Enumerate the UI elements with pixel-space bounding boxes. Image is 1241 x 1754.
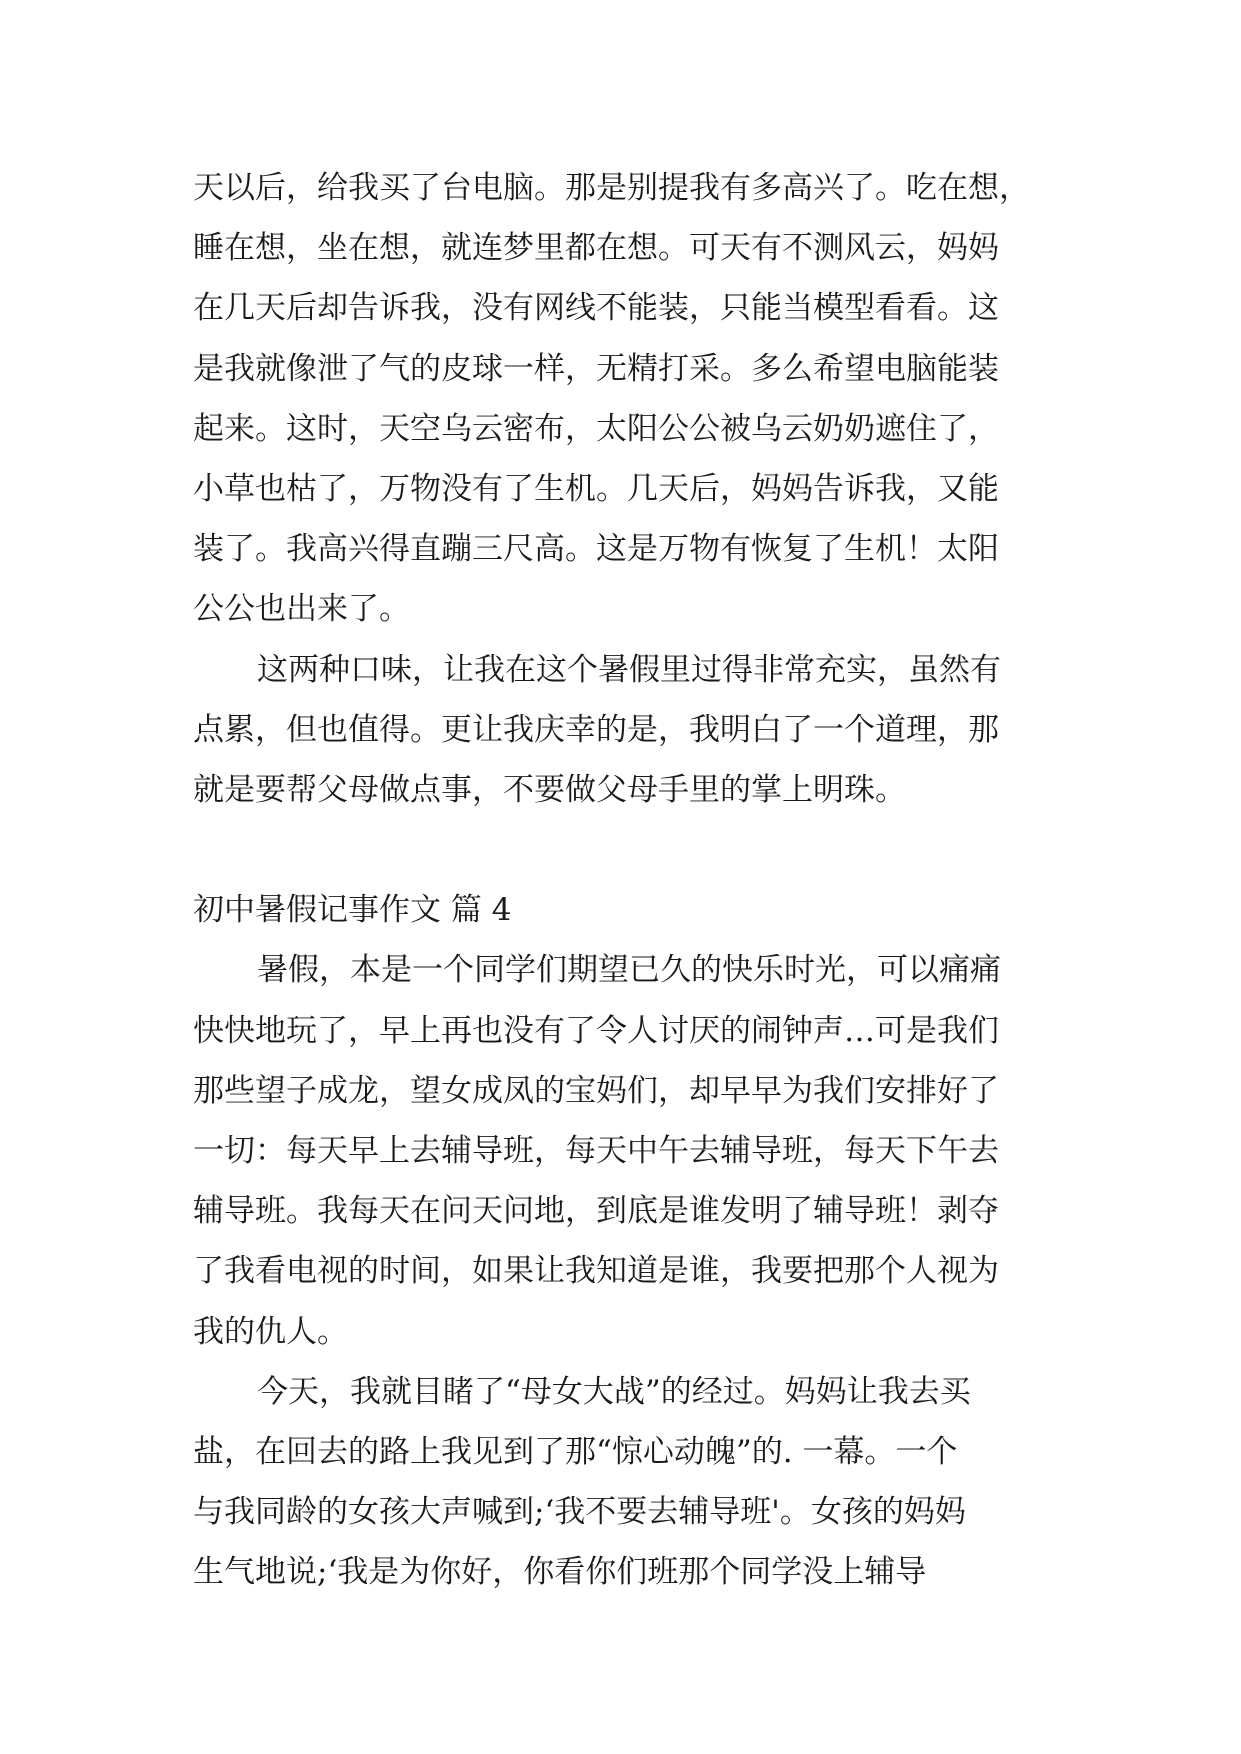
paragraph-4 [193, 1362, 1063, 1603]
text-line: 装了。我高兴得直蹦三尺高。这是万物有恢复了生机！太阳 [193, 531, 999, 568]
text-line: 起来。这时，天空乌云密布，太阳公公被乌云奶奶遮住了， [193, 410, 999, 447]
text-line: 这两种口味，让我在这个暑假里过得非常充实，虽然有 [257, 651, 1001, 688]
text-line: 与我同龄的女孩大声喊到;‘我不要去辅导班'。女孩的妈妈 [193, 1494, 966, 1531]
text-line: 盐，在回去的路上我见到了那“惊心动魄”的. 一幕。一个 [193, 1433, 958, 1470]
text-line: 快快地玩了，早上再也没有了令人讨厌的闹钟声…可是我们 [193, 1012, 999, 1049]
text-line: 小草也枯了，万物没有了生机。几天后，妈妈告诉我，又能 [193, 470, 999, 507]
text-line: 一切：每天早上去辅导班，每天中午去辅导班，每天下午去 [193, 1133, 999, 1169]
text-line: 那些望子成龙，望女成凤的宝妈们，却早早为我们安排好了 [193, 1072, 999, 1109]
text-line: 天以后，给我买了台电脑。那是别提我有多高兴了。吃在想， [193, 170, 1030, 206]
text-line: 点累，但也值得。更让我庆幸的是，我明白了一个道理，那 [193, 711, 999, 748]
paragraph-2 [193, 640, 1063, 821]
text-line: 睡在想，坐在想，就连梦里都在想。可天有不测风云，妈妈 [193, 230, 999, 267]
text-line: 我的仇人。 [193, 1313, 348, 1350]
text-line: 就是要帮父母做点事，不要做父母手里的掌上明珠。 [193, 771, 906, 808]
text-line: 公公也出来了。 [193, 591, 410, 628]
section-heading: 初中暑假记事作文 篇 4 [193, 892, 512, 929]
text-line: 在几天后却告诉我，没有网线不能装，只能当模型看看。这 [193, 290, 999, 327]
document-body [193, 158, 1063, 1603]
paragraph-1 [193, 158, 1063, 640]
text-line: 了我看电视的时间，如果让我知道是谁，我要把那个人视为 [193, 1253, 999, 1290]
paragraph-3 [193, 940, 1063, 1361]
text-line: 暑假，本是一个同学们期望已久的快乐时光，可以痛痛 [257, 952, 1001, 989]
paragraph-spacer [193, 820, 1063, 880]
text-line: 今天，我就目睹了“母女大战”的经过。妈妈让我去买 [257, 1373, 971, 1410]
text-line: 是我就像泄了气的皮球一样，无精打采。多么希望电脑能装 [193, 350, 999, 387]
text-line: 辅导班。我每天在问天问地，到底是谁发明了辅导班！剥夺 [193, 1193, 999, 1230]
text-line: 生气地说;‘我是为你好，你看你们班那个同学没上辅导 [193, 1554, 927, 1591]
